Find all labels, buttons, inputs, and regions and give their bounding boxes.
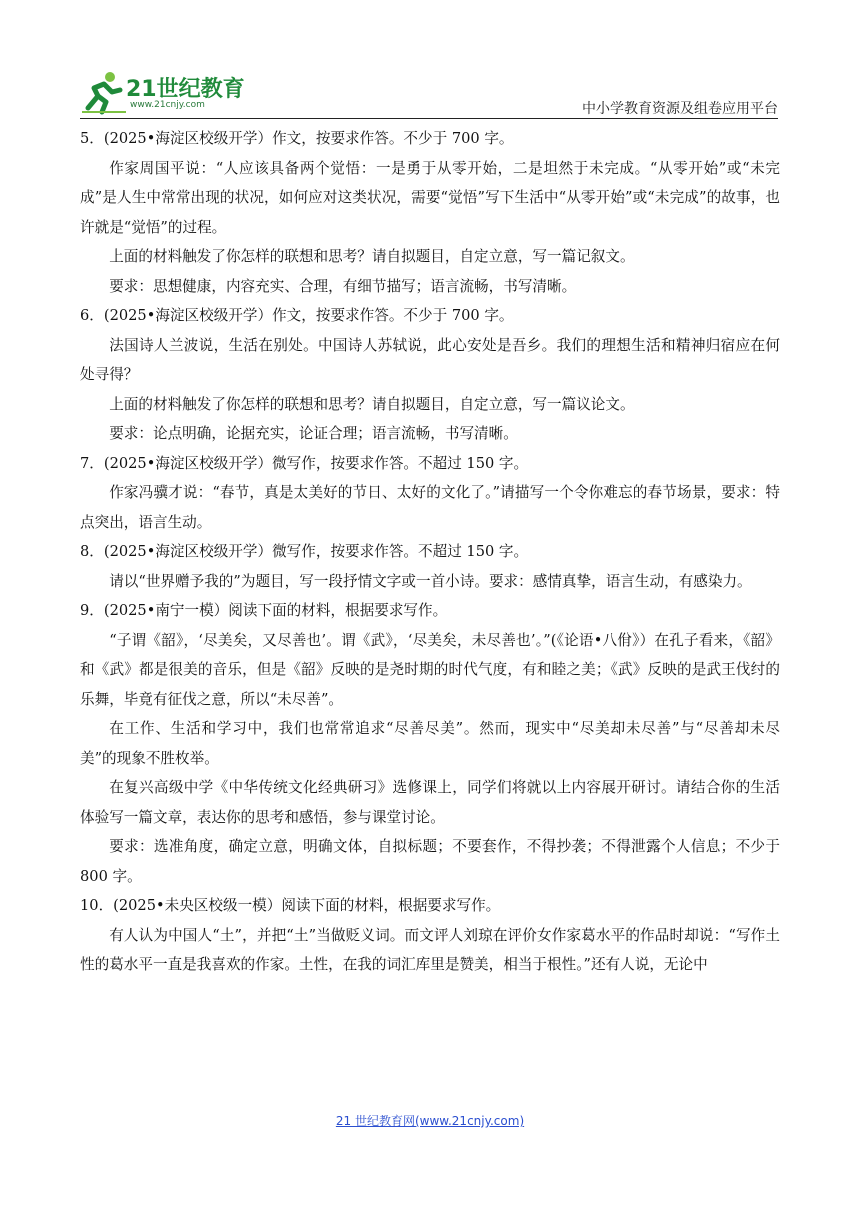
question-9-requirement: 要求：选准角度，确定立意，明确文体，自拟标题；不要套作，不得抄袭；不得泄露个人信息；不少于 800 字。 bbox=[80, 838, 780, 885]
document-body bbox=[80, 124, 780, 980]
logo-url: www.21cnjy.com bbox=[130, 100, 205, 110]
question-7-material: 作家冯骥才说：“春节，真是太美好的节日、太好的文化了。”请描写一个令你难忘的春节场景，要求：特点突出，语言生动。 bbox=[80, 484, 780, 531]
question-6-material: 法国诗人兰波说，生活在别处。中国诗人苏轼说，此心安处是吾乡。我们的理想生活和精神归宿应在何处寻得？ bbox=[80, 336, 780, 383]
question-6-title: 6．(2025•海淀区校级开学）作文，按要求作答。不少于 700 字。 bbox=[80, 307, 514, 324]
question-6-prompt: 上面的材料触发了你怎样的联想和思考？请自拟题目，自定立意，写一篇议论文。 bbox=[109, 395, 635, 413]
footer-link[interactable]: 21 世纪教育网(www.21cnjy.com) bbox=[335, 1114, 525, 1128]
question-5-prompt: 上面的材料触发了你怎样的联想和思考？请自拟题目，自定立意，写一篇记叙文。 bbox=[109, 248, 635, 265]
question-5-requirement: 要求：思想健康，内容充实、合理，有细节描写；语言流畅，书写清晰。 bbox=[109, 277, 577, 295]
question-9-prompt: 在复兴高级中学《中华传统文化经典研习》选修课上，同学们将就以上内容展开研讨。请结合你的生活体验写一篇文章，表达你的思考和感悟，参与课堂讨论。 bbox=[80, 779, 780, 826]
question-10-material: 有人认为中国人“土”，并把“土”当做贬义词。而文评人刘琼在评价女作家葛水平的作品时却说：“写作土性的葛水平一直是我喜欢的作家。土性，在我的词汇库里是赞美，相当于根性。”还有人说，无论中 bbox=[80, 926, 780, 973]
page-footer bbox=[0, 1112, 860, 1129]
question-5-material: 作家周国平说：“人应该具备两个觉悟：一是勇于从零开始，二是坦然于未完成。“从零开始”或“未完成”是人生中常常出现的状况，如何应对这类状况，需要“觉悟”写下生活中“从零开始”或“未完成”的故事，也许就是“觉悟”的过程。 bbox=[80, 159, 780, 236]
page-header bbox=[80, 66, 778, 118]
logo bbox=[80, 66, 260, 116]
question-5-title: 5．(2025•海淀区校级开学）作文，按要求作答。不少于 700 字。 bbox=[80, 130, 514, 147]
question-10-title: 10．(2025•未央区校级一模）阅读下面的材料，根据要求写作。 bbox=[80, 897, 501, 914]
question-8-title: 8．(2025•海淀区校级开学）微写作，按要求作答。不超过 150 字。 bbox=[80, 543, 529, 560]
header-divider bbox=[80, 118, 778, 119]
question-8-material: 请以“世界赠予我的”为题目，写一段抒情文字或一首小诗。要求：感情真挚，语言生动，有感染力。 bbox=[109, 572, 752, 590]
question-6-requirement: 要求：论点明确，论据充实，论证合理；语言流畅，书写清晰。 bbox=[109, 425, 518, 442]
runner-logo-icon bbox=[80, 68, 128, 116]
logo-text: 21世纪教育 bbox=[126, 77, 245, 102]
platform-name: 中小学教育资源及组卷应用平台 bbox=[582, 101, 778, 117]
question-9-material: “子谓《韶》，‘尽美矣，又尽善也’。谓《武》，‘尽美矣，未尽善也’。”(《论语•八佾》）在孔子看来，《韶》和《武》都是很美的音乐，但是《韶》反映的是尧时期的时代气度，有和睦之美；《武》反映的是武王伐纣的乐舞，毕竟有征伐之意，所以“未尽善”。 bbox=[80, 631, 780, 708]
question-7-title: 7．(2025•海淀区校级开学）微写作，按要求作答。不超过 150 字。 bbox=[80, 454, 529, 472]
question-9-context: 在工作、生活和学习中，我们也常常追求“尽善尽美”。然而，现实中“尽美却未尽善”与“尽善却未尽美”的现象不胜枚举。 bbox=[80, 720, 780, 767]
question-9-title: 9．(2025•南宁一模）阅读下面的材料，根据要求写作。 bbox=[80, 602, 448, 619]
